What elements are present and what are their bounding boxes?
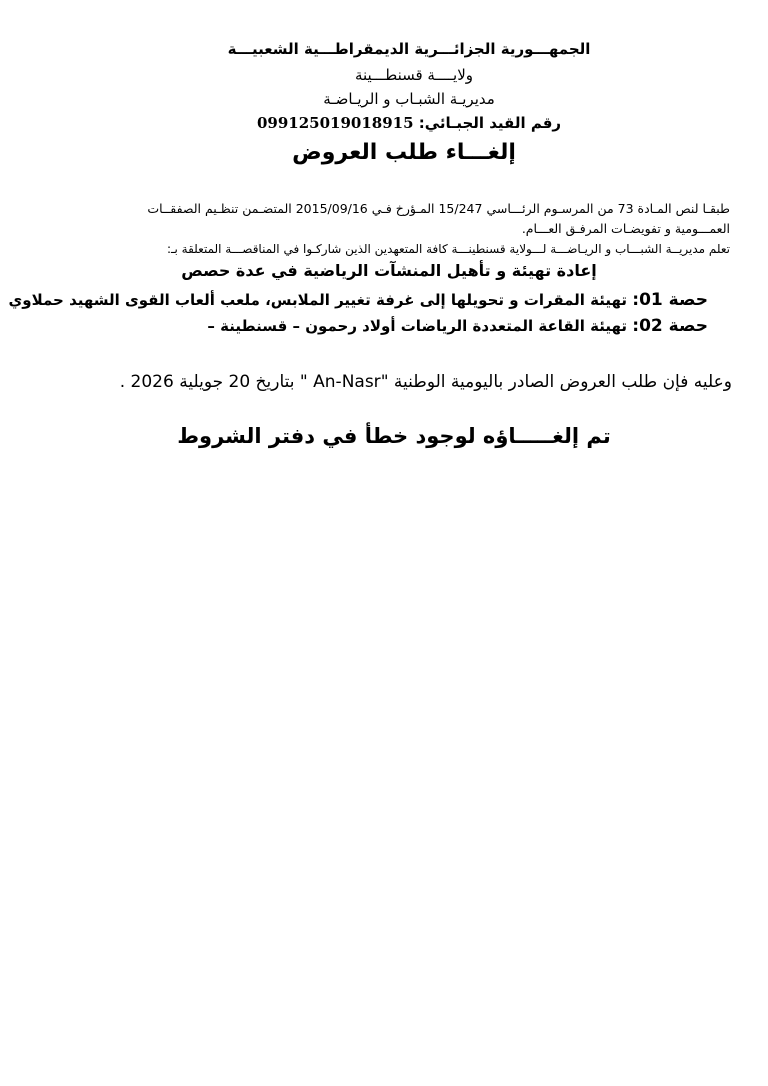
fiscal-id-label: رقم القيد الجبـائي: <box>418 114 562 132</box>
cancellation-statement: تم إلغـــــاؤه لوجود خطأ في دفتر الشروط <box>177 424 611 448</box>
legal-reference-line-2: العمـــومية و تفويضـات المرفـق العـــام. <box>521 221 730 236</box>
republic-header: الجمهـــورية الجزائـــرية الديمقراطـــية الشعبيـــة <box>227 40 591 58</box>
project-title: إعادة تهيئة و تأهيل المنشآت الرياضية في عدة حصص <box>181 261 597 280</box>
lot-2-text: تهيئة القاعة المتعددة الرياضات أولاد رحمون – قسنطينة – <box>207 317 628 335</box>
notice-line: تعلم مديريــة الشبـــاب و الريـاضـــة لـــولاية قسنطينـــة كافة المتعهدين الذين شاركـوا في المناقصـــة المتعلقة بـ: <box>166 242 730 256</box>
publication-line: وعليه فإن طلب العروض الصادر باليومية الوطنية "An-Nasr " بتاريخ 20 جويلية 2026 . <box>119 372 732 392</box>
lot-2 <box>207 316 708 336</box>
legal-reference-line-1: طبقـا لنص المـادة 73 من المرسـوم الرئـــاسي 15/247 المـؤرخ فـي 2015/09/16 المتضـمن تنظـيم الصفقــات <box>147 201 730 216</box>
directorate-header: مديريـة الشبـاب و الريـاضـة <box>323 90 495 108</box>
lot-1-label: حصة 01: <box>632 290 708 310</box>
fiscal-id-line <box>0 114 768 132</box>
fiscal-id-number: 099125019018915 <box>256 114 414 132</box>
lot-1 <box>9 290 708 310</box>
lot-2-label: حصة 02: <box>632 316 708 336</box>
document-title: إلغـــاء طلب العروض <box>292 140 516 165</box>
wilaya-header: ولايــــة قسنطـــينة <box>354 66 474 84</box>
lot-1-text: تهيئة المقرات و تحويلها إلى غرفة تغيير الملابس، ملعب ألعاب القوى الشهيد حملاوي <box>8 291 628 309</box>
